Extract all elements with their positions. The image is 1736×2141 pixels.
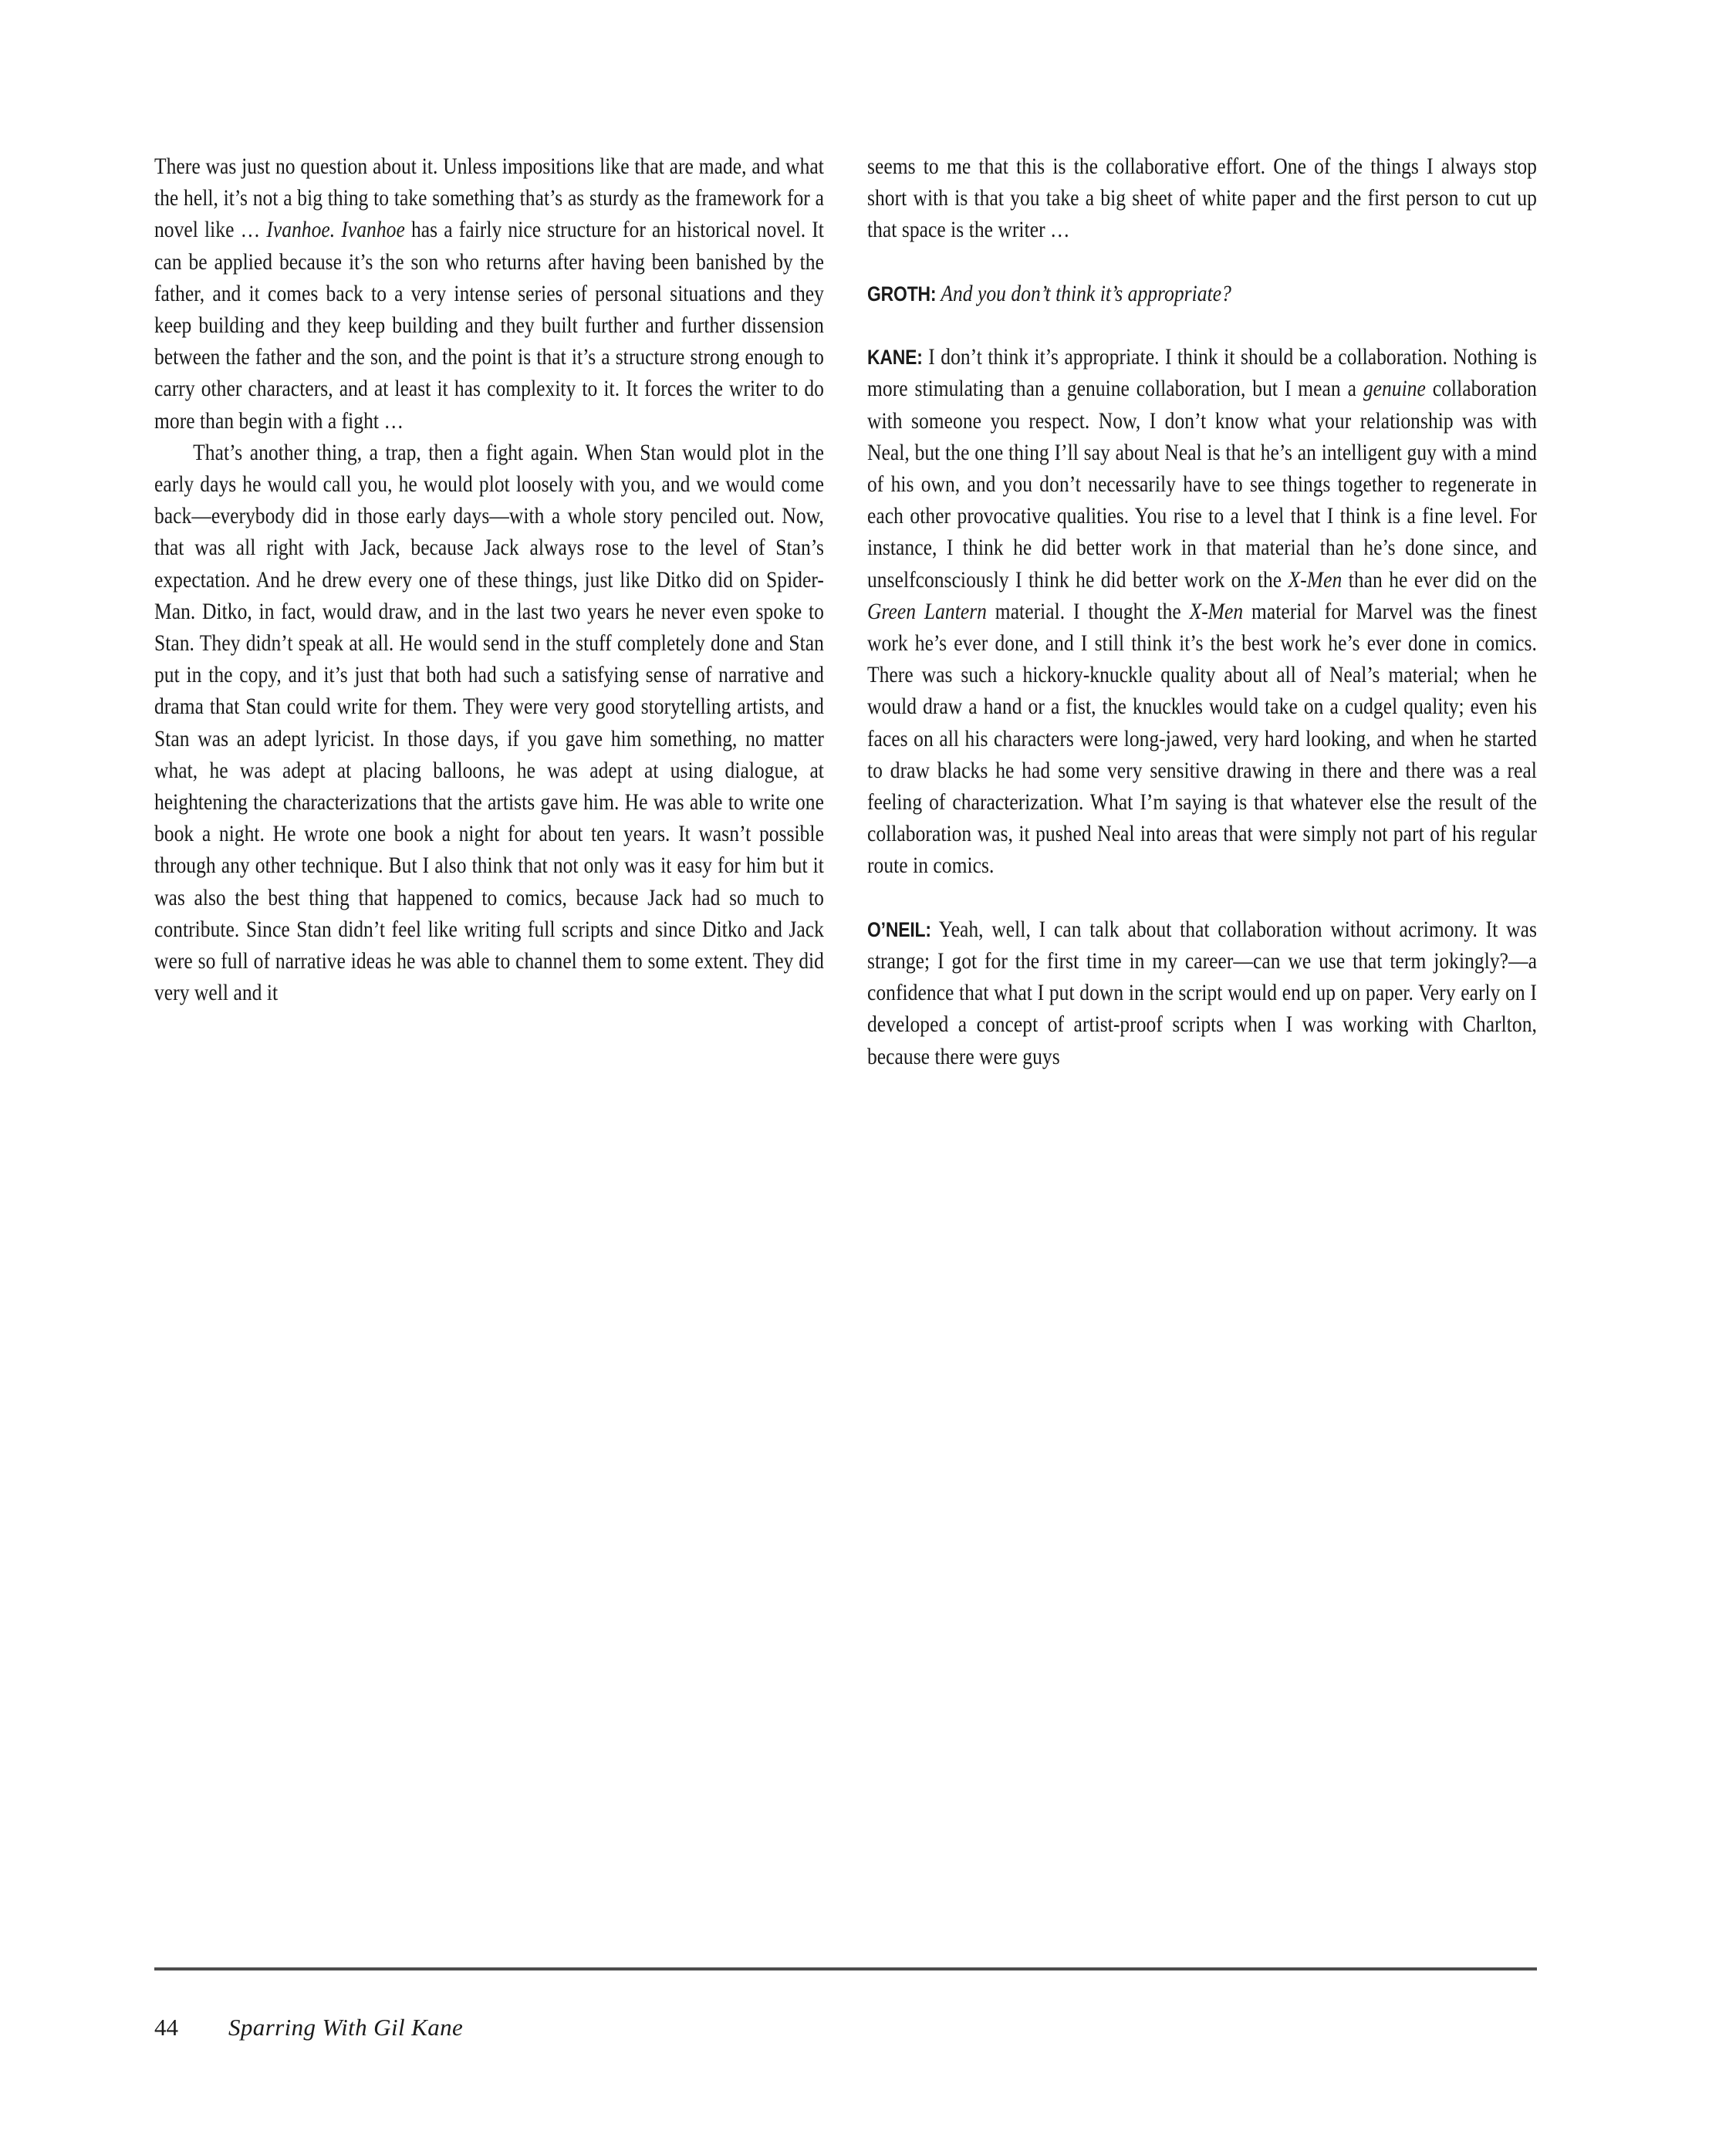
answer-text-run-3: than he ever did on the bbox=[1342, 567, 1537, 593]
paragraph-text-run: There was just no question about it. Unless impositions like that are made, and what the hell, it’s not a big thing to take something that’s as sturdy as the framework for a novel like … bbox=[154, 154, 824, 243]
paragraph-space-run bbox=[335, 218, 341, 242]
left-text-column bbox=[154, 151, 824, 1872]
emphasis-genuine: genuine bbox=[1363, 377, 1426, 402]
paragraph-text-run-tail: has a fairly nice structure for an historical novel. It can be applied because it’s the son who returns after having been banished by the father, and it comes back to a very intense series of personal situations and they keep building and they keep building and they built further and further dissension between the father and the son, and the point is that it’s a structure strong enough to carry other characters, and at least it has complexity to it. It forces the writer to do more than begin with a fight … bbox=[154, 218, 824, 434]
page-footer bbox=[154, 2012, 1537, 2051]
two-column-text-body bbox=[154, 151, 1537, 1872]
question-text-groth-inner: And you don’t think it’s appropriate? bbox=[941, 281, 1231, 306]
answer-text-oneil: Yeah, well, I can talk about that collaboration without acrimony. It was strange; I got for the first time in my career—can we use that term jokingly?—a confidence that what I put down in the script would end up on paper. Very early on I developed a concept of artist-proof scripts when I was working with Charlton, because there were guys bbox=[867, 917, 1537, 1069]
paragraph-opening bbox=[154, 151, 824, 437]
answer-run-1 bbox=[923, 345, 929, 370]
book-title-ivanhoe-second: Ivanhoe bbox=[341, 218, 405, 243]
answer-oneil-space bbox=[931, 917, 939, 942]
interview-question-groth bbox=[867, 279, 1537, 310]
book-title-ivanhoe-first: Ivanhoe. bbox=[266, 218, 336, 243]
speaker-label-oneil: O’NEIL: bbox=[867, 917, 931, 941]
interview-answer-oneil bbox=[867, 914, 1537, 1073]
footer-divider-rule bbox=[154, 1967, 1537, 1970]
speaker-label-groth: GROTH: bbox=[867, 282, 937, 306]
interview-answer-kane bbox=[867, 342, 1537, 882]
page-number: 44 bbox=[154, 2014, 178, 2041]
answer-text-run-5: material for Marvel was the finest work he’s ever done, and I still think it’s the best work he’s ever done in comics. There was such a hickory-knuckle quality about all of Neal’s material; when he would draw a hand or a fist, the knuckles would take on a cudgel quality; even his faces on all his characters were long-jawed, very hard looking, and when he started to draw blacks he had some very sensitive drawing in there and there was a real feeling of characterization. What I’m saying is that whatever else the result of the collaboration was, it pushed Neal into areas that were simply not part of his regular route in comics. bbox=[867, 599, 1537, 879]
title-green-lantern: Green Lantern bbox=[867, 599, 987, 624]
speaker-label-kane: KANE: bbox=[867, 346, 923, 370]
answer-text-run-1: I don’t think it’s appropriate. I think it should be a collaboration. Nothing is more stimulating than a genuine collaboration, but I mean a bbox=[867, 345, 1537, 402]
title-x-men-second: X-Men bbox=[1189, 599, 1244, 624]
answer-text-run-2: collaboration with someone you respect. Now, I don’t know what your relationship was with Neal, but the one thing I’ll say about Neal is that he’s an intelligent guy with a mind of his own, and you don’t necessarily have to see things together to regenerate in each other provocative qualities. You rise to a level that I think is a fine level. For instance, I think he did better work in that material than he’s done since, and unselfconsciously I think he did better work on the bbox=[867, 377, 1537, 593]
right-text-column bbox=[867, 151, 1537, 1872]
answer-text-run-4: material. I thought the bbox=[986, 599, 1190, 624]
question-text-groth bbox=[936, 282, 1231, 306]
running-head-title: Sparring With Gil Kane bbox=[228, 2014, 464, 2041]
paragraph-thats-another-thing: That’s another thing, a trap, then a fight again. When Stan would plot in the early days he would call you, he would plot loosely with you, and we would come back—everybody did in those early days—with a whole story penciled out. Now, that was all right with Jack, because Jack always rose to the level of Stan’s expectation. And he drew every one of these things, just like Ditko did on Spider-Man. Ditko, in fact, would draw, and in the last two years he never even spoke to Stan. They didn’t speak at all. He would send in the stuff completely done and Stan put in the copy, and it’s just that both had such a satisfying sense of narrative and drama that Stan could write for them. They were very good storytelling artists, and Stan was an adept lyricist. In those days, if you gave him something, no matter what, he was adept at placing balloons, he was adept at using dialogue, at heightening the characterizations that the artists gave him. He was able to write one book a night. He wrote one book a night for about ten years. It wasn’t possible through any other technique. But I also think that not only was it easy for him but it was also the best thing that happened to comics, because Jack had so much to contribute. Since Stan didn’t feel like writing full scripts and since Ditko and Jack were so full of narrative ideas he was able to channel them to some extent. They did very well and it bbox=[154, 440, 824, 1006]
paragraph-continuation: seems to me that this is the collaborative effort. One of the things I always stop short with is that you take a big sheet of white paper and the first person to cut up that space is the writer … bbox=[867, 154, 1537, 243]
title-x-men-first: X-Men bbox=[1288, 567, 1343, 593]
